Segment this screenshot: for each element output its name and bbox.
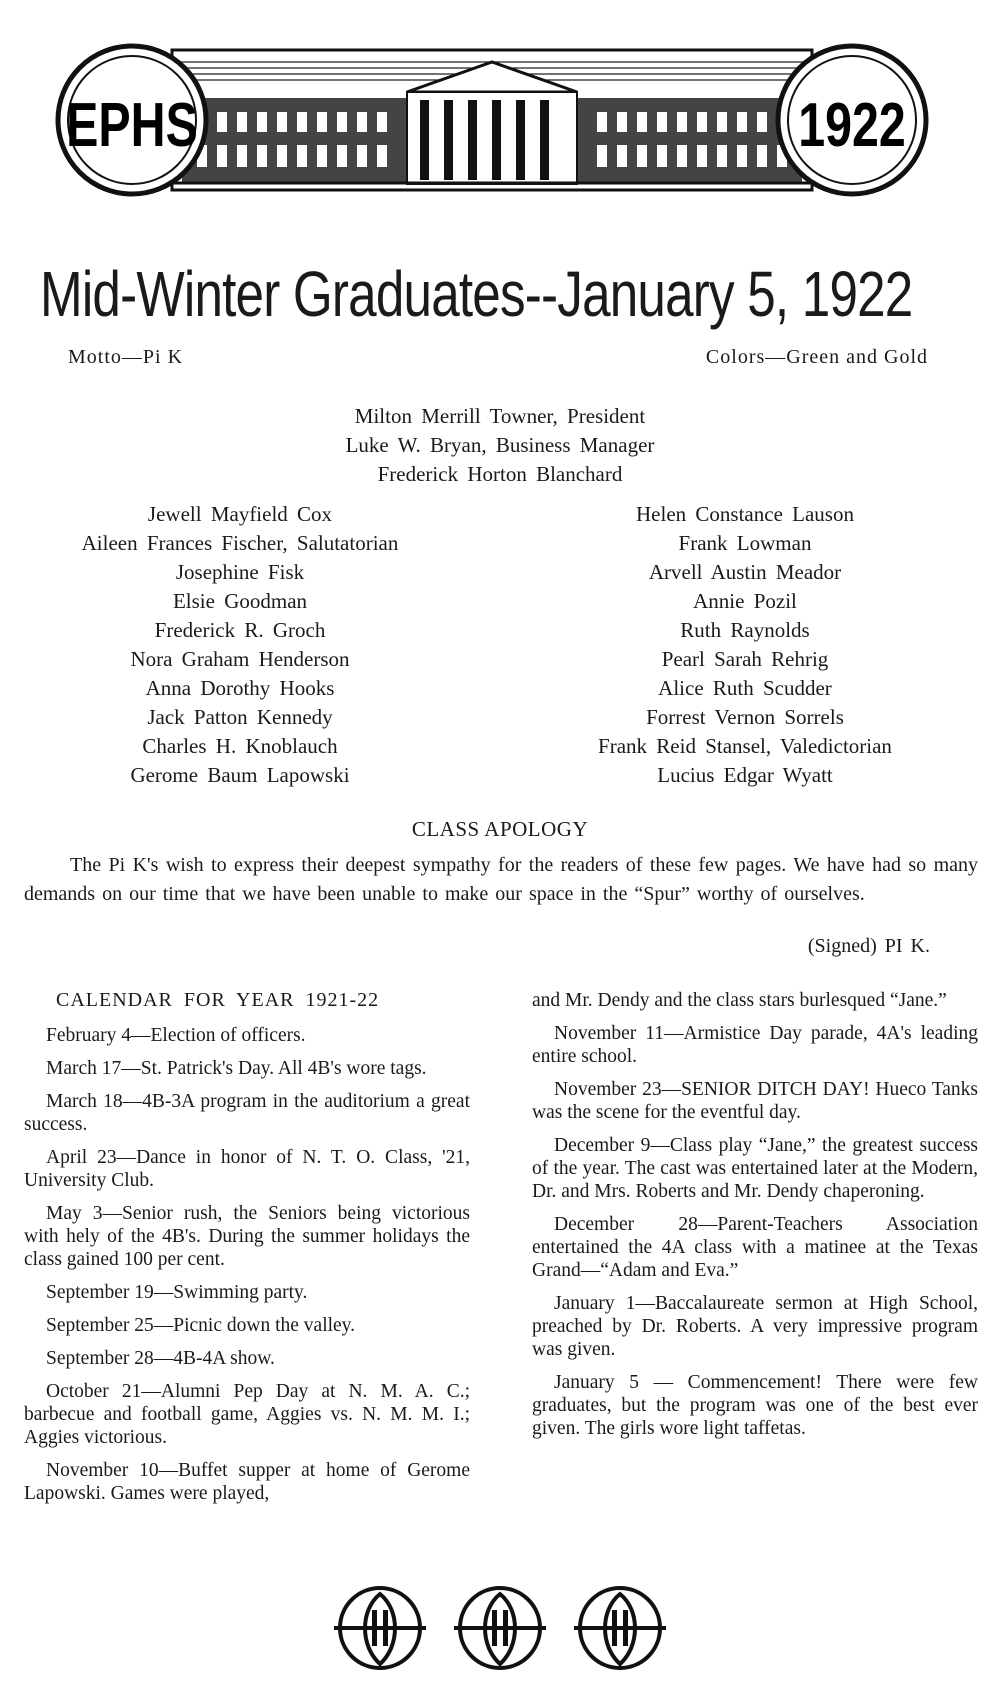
calendar-entry: September 28—4B-4A show. — [46, 1348, 275, 1369]
left-seal-text: EPHS — [66, 90, 198, 160]
graduate-name: Nora Graham Henderson — [130, 647, 350, 671]
calendar-entry: November 11—Armistice Day parade, 4A's leading entire school. — [532, 1023, 978, 1067]
calendar-entry: January 1—Baccalaureate sermon at High School, preached by Dr. Roberts. A very impressive program was given. — [532, 1293, 978, 1360]
calendar-right-column — [532, 989, 978, 1450]
calendar-entry: February 4—Election of officers. — [46, 1025, 306, 1046]
graduate-name: Alice Ruth Scudder — [658, 676, 832, 700]
apology-text: The Pi K's wish to express their deepest sympathy for the readers of these few pages. We have had so many demands on our time that we have been unable to make our space in the “Spur” worthy of ourselves. — [24, 854, 978, 905]
calendar-entry: December 9—Class play “Jane,” the greatest success of the year. The cast was entertained later at the Modern, Dr. and Mrs. Roberts and Mr. Dendy chaperoning. — [532, 1135, 978, 1202]
calendar-entry: January 5 — Commencement! There were few graduates, but the program was one of the best ever given. The girls wore light taffetas. — [532, 1372, 978, 1439]
officer-business-manager: Luke W. Bryan, Business Manager — [345, 433, 655, 457]
year-seal — [778, 46, 926, 194]
calendar-entry: November 10—Buffet supper at home of Gerome Lapowski. Games were played, — [24, 1460, 470, 1504]
class-motto: Motto—Pi K — [68, 346, 184, 368]
graduate-name: Lucius Edgar Wyatt — [657, 763, 833, 787]
graduate-name: Helen Constance Lauson — [636, 502, 854, 526]
calendar-entry: March 18—4B-3A program in the auditorium a great success. — [24, 1091, 470, 1135]
graduate-name: Frank Lowman — [678, 531, 812, 555]
school-building-illustration — [172, 50, 812, 190]
calendar-entry: December 28—Parent-Teachers Association entertained the 4A class with a matinee at the Texas Grand—“Adam and Eva.” — [532, 1214, 978, 1281]
graduates-left-column — [20, 500, 460, 790]
graduate-name: Charles H. Knoblauch — [142, 734, 338, 758]
decorative-ornament — [320, 1580, 680, 1676]
calendar-entry: May 3—Senior rush, the Seniors being victorious with hely of the 4B's. During the summer holidays the class gained 100 per cent. — [24, 1203, 470, 1270]
officer-president: Milton Merrill Towner, President — [354, 404, 646, 428]
right-seal-text: 1922 — [798, 90, 906, 160]
graduate-name: Jewell Mayfield Cox — [147, 502, 333, 526]
ephs-seal — [58, 46, 206, 194]
calendar-left-column — [24, 989, 470, 1515]
page-title: Mid-Winter Graduates--January 5, 1922 — [40, 258, 913, 330]
apology-signature: (Signed) PI K. — [807, 935, 930, 957]
graduate-name: Ruth Raynolds — [680, 618, 810, 642]
graduate-name: Jack Patton Kennedy — [147, 705, 333, 729]
class-colors: Colors—Green and Gold — [705, 346, 928, 368]
graduate-name: Forrest Vernon Sorrels — [646, 705, 844, 729]
calendar-entry: October 21—Alumni Pep Day at N. M. A. C.; barbecue and football game, Aggies vs. N. M. M. I.; Aggies victorious. — [24, 1381, 470, 1448]
apology-heading: CLASS APOLOGY — [411, 817, 589, 841]
calendar-entry: April 23—Dance in honor of N. T. O. Class, '21, University Club. — [24, 1147, 470, 1191]
calendar-entry: September 19—Swimming party. — [46, 1282, 308, 1303]
graduate-name: Elsie Goodman — [172, 589, 308, 613]
officers-list — [0, 402, 1000, 489]
graduates-right-column — [525, 500, 965, 790]
graduate-name: Arvell Austin Meador — [648, 560, 842, 584]
calendar-entry: March 17—St. Patrick's Day. All 4B's wore tags. — [46, 1058, 427, 1079]
calendar-entry: November 23—SENIOR DITCH DAY! Hueco Tanks was the scene for the eventful day. — [532, 1079, 978, 1123]
calendar-entry: September 25—Picnic down the valley. — [46, 1315, 356, 1336]
graduate-name: Anna Dorothy Hooks — [145, 676, 335, 700]
calendar-heading: CALENDAR FOR YEAR 1921-22 — [56, 989, 380, 1011]
calendar-entry-continuation: and Mr. Dendy and the class stars burlesqued “Jane.” — [532, 990, 947, 1011]
header-banner — [52, 40, 932, 200]
graduate-name: Gerome Baum Lapowski — [130, 763, 350, 787]
graduate-name: Aileen Frances Fischer, Salutatorian — [81, 531, 399, 555]
officer-member: Frederick Horton Blanchard — [377, 462, 623, 486]
graduate-name: Pearl Sarah Rehrig — [661, 647, 829, 671]
graduate-name: Frank Reid Stansel, Valedictorian — [598, 734, 892, 758]
graduate-name: Frederick R. Groch — [154, 618, 326, 642]
graduate-name: Annie Pozil — [693, 589, 797, 613]
graduate-name: Josephine Fisk — [175, 560, 305, 584]
